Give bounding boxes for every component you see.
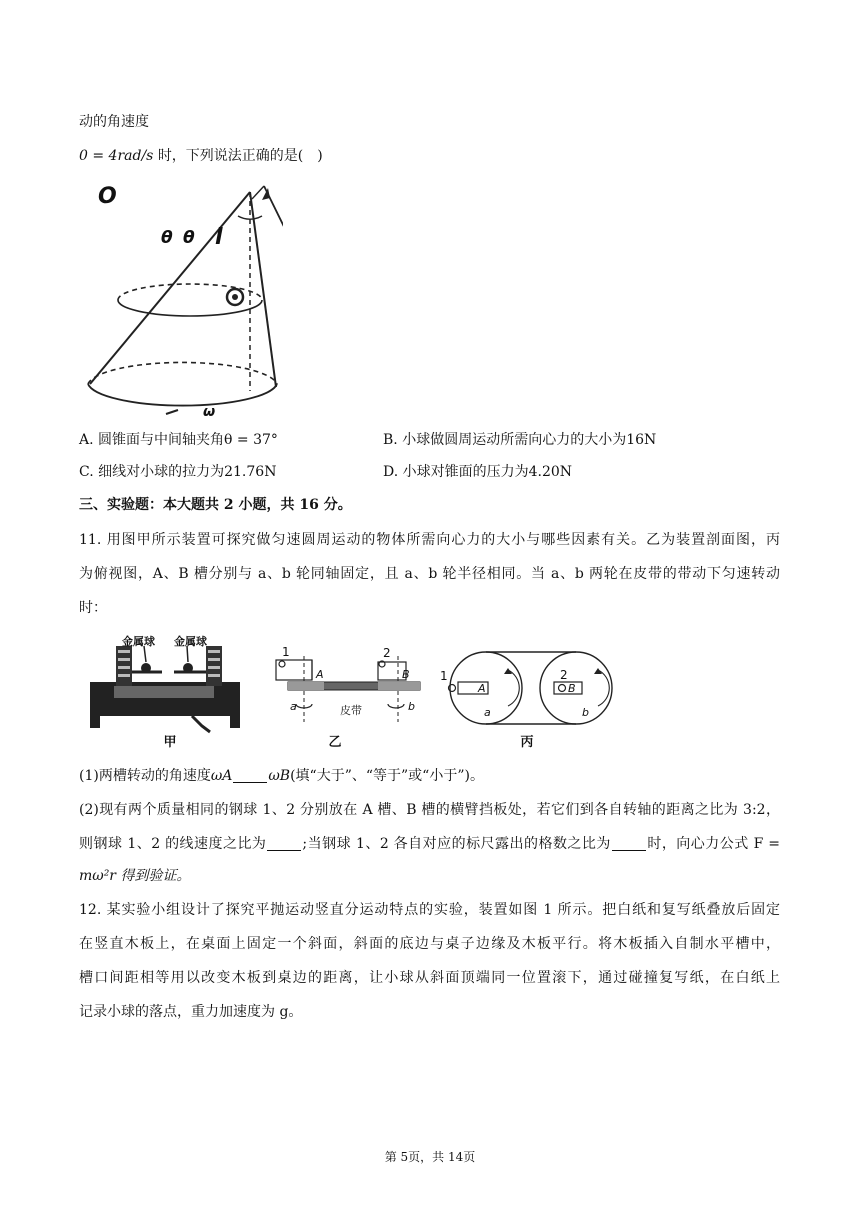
bing-b: b (582, 706, 589, 719)
caption-bing: 丙 (520, 735, 534, 750)
yi-b: b (408, 700, 415, 713)
sub2-text-b: ;当钢球 1、2 各自对应的标尺露出的格数之比为 (302, 836, 611, 852)
formula-f: mω²r 得到验证。 (79, 868, 191, 884)
q11-sub2-line3 (79, 866, 190, 886)
jia-label-ball1: 金属球 (122, 635, 155, 648)
q11-sub1 (79, 766, 484, 786)
option-a: A. 圆锥面与中间轴夹角θ = 37° (79, 432, 278, 448)
label-omega: ω (203, 404, 216, 416)
bing-A: A (478, 682, 486, 695)
figure-bing (436, 650, 618, 726)
label-theta-right: θ (183, 228, 195, 248)
q11-line2: 为俯视图，A、B 槽分别与 a、b 轮同轴固定，且 a、b 轮半径相同。当 a、b 两轮在皮带的带动下匀速转动 (79, 566, 780, 582)
sub1-pre: (1)两槽转动的角速度 (79, 768, 211, 784)
bing-a: a (484, 706, 491, 719)
omega-value-formula: 0 = 4rad/s (79, 148, 154, 164)
answer-blank-1[interactable] (233, 768, 267, 783)
cone-figure (78, 176, 283, 416)
q10-question-text: 时，下列说法正确的是( ) (157, 148, 323, 164)
yi-B: B (402, 668, 410, 681)
figure-jia (84, 632, 244, 742)
label-l: l (215, 225, 223, 250)
figure-yi (270, 642, 430, 722)
q10-line2 (79, 146, 323, 166)
q10-line1: 动的角速度 (79, 114, 149, 130)
omega-b: ωB (268, 768, 291, 784)
answer-blank-3[interactable] (612, 836, 646, 851)
label-O: O (98, 184, 117, 209)
option-d: D. 小球对锥面的压力为4.20N (383, 464, 573, 480)
answer-blank-2[interactable] (267, 836, 301, 851)
q12-line1: 12. 某实验小组设计了探究平抛运动竖直分运动特点的实验，装置如图 1 所示。把白纸和复写纸叠放后固定 (79, 902, 780, 918)
sub2-text-c: 时，向心力公式 F = (646, 836, 780, 852)
yi-n2: 2 (383, 646, 391, 660)
option-c: C. 细线对小球的拉力为21.76N (79, 464, 277, 480)
q12-line3: 槽口间距相等用以改变木板到桌边的距离，让小球从斜面顶端同一位置滚下，通过碰撞复写纸，在白纸上 (79, 970, 780, 986)
page-footer: 第 5页，共 14页 (384, 1150, 476, 1164)
yi-a: a (290, 700, 297, 713)
caption-yi: 乙 (328, 735, 342, 750)
omega-a: ωA (210, 768, 233, 784)
yi-A: A (316, 668, 324, 681)
q12-line2: 在竖直木板上，在桌面上固定一个斜面，斜面的底边与桌子边缘及木板平行。将木板插入自制水平槽中， (79, 936, 780, 952)
label-theta-left: θ (161, 228, 173, 248)
sub2-text-a: 则钢球 1、2 的线速度之比为 (79, 836, 267, 852)
yi-n1: 1 (282, 645, 290, 659)
q11-sub2-line2 (79, 834, 780, 854)
option-b: B. 小球做圆周运动所需向心力的大小为16N (383, 432, 657, 448)
yi-belt: 皮带 (340, 704, 362, 717)
q11-line1: 11. 用图甲所示装置可探究做匀速圆周运动的物体所需向心力的大小与哪些因素有关。乙为装置剖面图，丙 (79, 532, 780, 548)
jia-label-ball2: 金属球 (174, 635, 207, 648)
q12-line4: 记录小球的落点，重力加速度为 g。 (79, 1004, 303, 1020)
bing-B: B (568, 682, 576, 695)
q11-sub2-line1: (2)现有两个质量相同的钢球 1、2 分别放在 A 槽、B 槽的横臂挡板处，若它们到各自转轴的距离之比为 3:2， (79, 802, 780, 818)
sub1-post: (填“大于”、“等于”或“小于”)。 (290, 768, 484, 784)
section-heading: 三、实验题：本大题共 2 小题，共 16 分。 (79, 497, 352, 513)
bing-n2: 2 (560, 668, 568, 682)
caption-jia: 甲 (163, 735, 177, 750)
q11-line3: 时： (79, 600, 107, 616)
bing-n1: 1 (440, 669, 448, 683)
